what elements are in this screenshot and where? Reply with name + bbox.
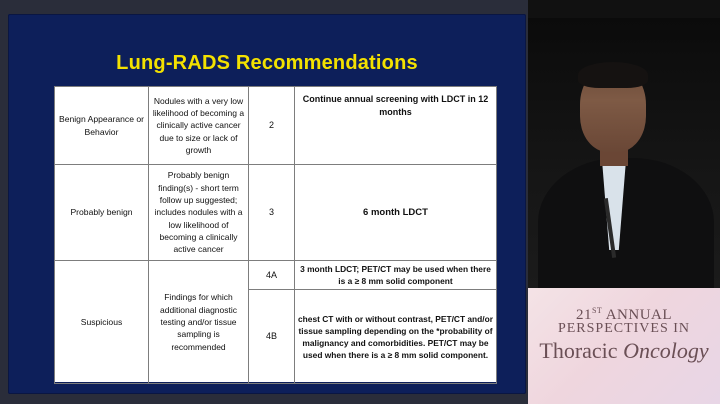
category-number-cell: 3 <box>249 165 295 261</box>
logo-thoracic: Thoracic <box>539 338 618 363</box>
logo-oncology: Oncology <box>623 338 709 363</box>
category-cell: Benign Appearance or Behavior <box>55 87 149 165</box>
category-cell: Probably benign <box>55 165 149 261</box>
logo-ordinal-suffix: ST <box>591 306 603 315</box>
logo-annual: ANNUAL <box>605 307 673 323</box>
presentation-slide <box>8 14 526 394</box>
slide-title: Lung-RADS Recommendations <box>116 52 418 74</box>
findings-cell: Findings for which additional diagnostic testing and/or tissue sampling is recommended <box>149 261 249 384</box>
recommendation-cell: 6 month LDCT <box>295 165 497 261</box>
category-number-cell: 2 <box>249 87 295 165</box>
speaker-suit <box>538 158 714 288</box>
category-number-cell: 4B <box>249 290 295 384</box>
recommendation-cell: 3 month LDCT; PET/CT may be used when there is a ≥ 8 mm solid component <box>295 261 497 290</box>
recommendation-cell: Continue annual screening with LDCT in 12 months <box>295 87 497 165</box>
speaker-video <box>528 18 720 288</box>
findings-cell: Probably benign finding(s) - short term follow up suggested; includes nodules with a low likelihood of becoming a clinically active cancer <box>149 165 249 261</box>
lung-rads-table <box>54 86 496 382</box>
findings-cell: Nodules with a very low likelihood of becoming a clinically active cancer due to size or lack of growth <box>149 87 249 165</box>
category-number-cell: 4A <box>249 261 295 290</box>
recommendations-table <box>54 86 497 384</box>
table-row <box>55 165 497 261</box>
table-row <box>55 87 497 165</box>
table-row <box>55 261 497 290</box>
category-cell: Suspicious <box>55 261 149 384</box>
logo-ordinal: 21 <box>575 307 592 323</box>
conference-logo <box>528 288 720 404</box>
speaker-hair <box>578 62 648 88</box>
recommendation-cell: chest CT with or without contrast, PET/CT and/or tissue sampling depending on the *probability of malignancy and comorbidities. PET/CT may be used when there is a ≥ 8 mm solid component. <box>295 290 497 384</box>
logo-line-3 <box>528 338 720 364</box>
logo-line-2: PERSPECTIVES IN <box>557 321 691 336</box>
